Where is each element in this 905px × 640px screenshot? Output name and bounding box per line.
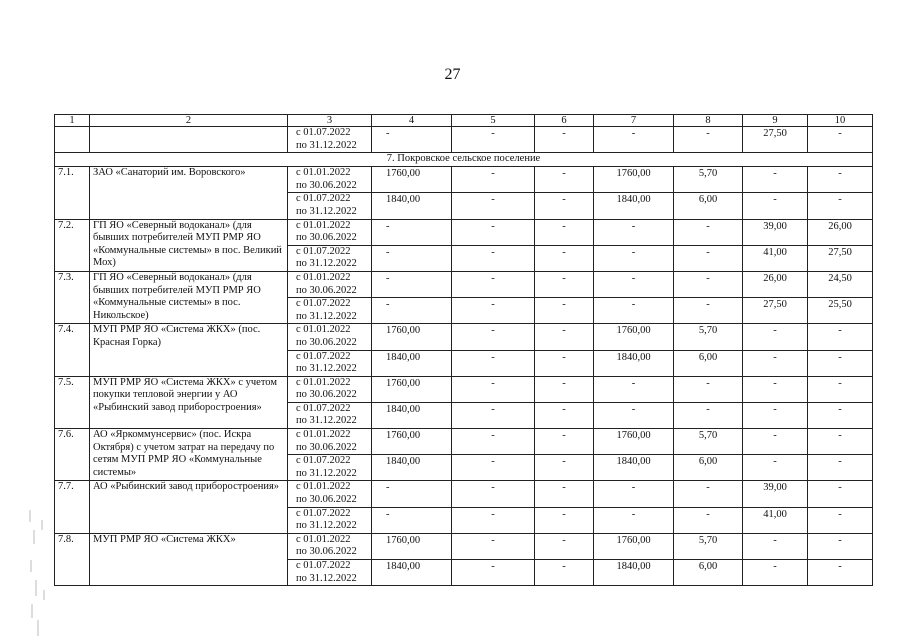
table-body (55, 115, 873, 586)
value-cell: - (594, 376, 674, 402)
value-cell: - (743, 193, 808, 219)
value-cell: - (594, 219, 674, 245)
period-cell (288, 167, 372, 193)
value-cell: - (372, 245, 452, 271)
value-cell: - (808, 376, 873, 402)
org-cell: ЗАО «Санаторий им. Воровского» (90, 167, 288, 219)
value-cell: 24,50 (808, 271, 873, 297)
value-cell: - (743, 429, 808, 455)
period-start: с 01.01.2022 (296, 429, 351, 441)
period-cell (288, 350, 372, 376)
column-header: 2 (90, 115, 288, 127)
period-end: по 30.06.2022 (296, 179, 357, 191)
period-cell (288, 324, 372, 350)
row-number-cell: 7.4. (55, 324, 90, 376)
value-cell: - (808, 350, 873, 376)
row-number-cell: 7.3. (55, 271, 90, 323)
period-start: с 01.01.2022 (296, 324, 351, 336)
value-cell: - (372, 298, 452, 324)
value-cell: 1760,00 (594, 167, 674, 193)
value-cell: - (452, 507, 535, 533)
value-cell: - (452, 533, 535, 559)
row-number-cell: 7.2. (55, 219, 90, 271)
period-start: с 01.01.2022 (296, 376, 351, 388)
period-start: с 01.01.2022 (296, 219, 351, 231)
period-start: с 01.07.2022 (296, 298, 351, 310)
value-cell: - (452, 167, 535, 193)
period-cell (288, 193, 372, 219)
value-cell: - (535, 193, 594, 219)
value-cell: - (808, 429, 873, 455)
value-cell: - (535, 560, 594, 586)
period-start: с 01.01.2022 (296, 533, 351, 545)
value-cell: - (743, 402, 808, 428)
period-start: с 01.07.2022 (296, 560, 351, 571)
value-cell: 5,70 (674, 533, 743, 559)
value-cell: 27,50 (808, 245, 873, 271)
value-cell: - (452, 429, 535, 455)
value-cell: - (808, 455, 873, 481)
value-cell: 1840,00 (372, 193, 452, 219)
period-end: по 31.12.2022 (296, 139, 357, 151)
row-number-cell: 7.5. (55, 376, 90, 428)
period-end: по 30.06.2022 (296, 284, 357, 296)
value-cell: 6,00 (674, 350, 743, 376)
value-cell: - (535, 219, 594, 245)
value-cell: - (808, 127, 873, 153)
section-row (55, 153, 873, 167)
value-cell: - (594, 127, 674, 153)
value-cell: - (674, 245, 743, 271)
value-cell: 1840,00 (594, 350, 674, 376)
column-header: 1 (55, 115, 90, 127)
value-cell: - (743, 533, 808, 559)
value-cell: 26,00 (743, 271, 808, 297)
value-cell: - (452, 481, 535, 507)
value-cell: 1760,00 (372, 167, 452, 193)
row-number-cell: 7.6. (55, 429, 90, 481)
period-start: с 01.07.2022 (296, 127, 351, 138)
value-cell: 6,00 (674, 560, 743, 586)
value-cell: - (372, 219, 452, 245)
period-cell (288, 245, 372, 271)
value-cell: 27,50 (743, 127, 808, 153)
value-cell: - (452, 271, 535, 297)
period-cell (288, 507, 372, 533)
org-cell: МУП РМР ЯО «Система ЖКХ» (90, 533, 288, 585)
table-row (55, 324, 873, 350)
row-number-cell: 7.7. (55, 481, 90, 533)
value-cell: - (743, 167, 808, 193)
period-start: с 01.07.2022 (296, 455, 351, 467)
period-cell (288, 298, 372, 324)
row-number-cell: 7.8. (55, 533, 90, 585)
value-cell: - (372, 507, 452, 533)
value-cell: - (535, 298, 594, 324)
org-cell: АО «Яркоммунсервис» (пос. Искра Октября) с учетом затрат на передачу по сетям МУП РМР ЯО «Коммунальные системы» (90, 429, 288, 481)
value-cell: 27,50 (743, 298, 808, 324)
table-row (55, 167, 873, 193)
period-start: с 01.07.2022 (296, 350, 351, 362)
period-end: по 30.06.2022 (296, 494, 357, 506)
period-end: по 31.12.2022 (296, 310, 357, 322)
column-header: 4 (372, 115, 452, 127)
value-cell: - (808, 193, 873, 219)
value-cell: - (594, 481, 674, 507)
value-cell: 1840,00 (372, 455, 452, 481)
page-number: 27 (444, 66, 461, 83)
value-cell: 41,00 (743, 507, 808, 533)
column-header: 3 (288, 115, 372, 127)
value-cell: - (594, 245, 674, 271)
value-cell: - (743, 350, 808, 376)
period-end: по 31.12.2022 (296, 363, 357, 375)
period-end: по 30.06.2022 (296, 389, 357, 401)
value-cell: - (535, 350, 594, 376)
value-cell: 5,70 (674, 324, 743, 350)
period-start: с 01.07.2022 (296, 193, 351, 205)
value-cell: - (674, 219, 743, 245)
org-cell: МУП РМР ЯО «Система ЖКХ» (пос. Красная Горка) (90, 324, 288, 376)
value-cell: - (452, 245, 535, 271)
value-cell: - (594, 402, 674, 428)
value-cell: 1760,00 (594, 324, 674, 350)
period-cell (288, 455, 372, 481)
org-cell: ГП ЯО «Северный водоканал» (для бывших потребителей МУП РМР ЯО «Коммунальные системы» в пос. Никольское) (90, 271, 288, 323)
value-cell: 25,50 (808, 298, 873, 324)
value-cell: 1760,00 (372, 533, 452, 559)
value-cell: - (452, 193, 535, 219)
value-cell: 1760,00 (372, 376, 452, 402)
value-cell: - (452, 219, 535, 245)
value-cell: - (452, 127, 535, 153)
value-cell: - (674, 298, 743, 324)
value-cell: - (535, 245, 594, 271)
column-header: 5 (452, 115, 535, 127)
value-cell: - (535, 402, 594, 428)
value-cell: 39,00 (743, 481, 808, 507)
value-cell: 1760,00 (594, 533, 674, 559)
value-cell: - (452, 402, 535, 428)
column-header: 10 (808, 115, 873, 127)
period-end: по 30.06.2022 (296, 232, 357, 244)
table-row (55, 271, 873, 297)
column-header: 7 (594, 115, 674, 127)
value-cell: - (372, 481, 452, 507)
period-end: по 30.06.2022 (296, 546, 357, 558)
value-cell: - (743, 455, 808, 481)
value-cell: - (808, 324, 873, 350)
row-number-cell: 7.1. (55, 167, 90, 219)
period-start: с 01.07.2022 (296, 402, 351, 414)
value-cell: - (372, 271, 452, 297)
value-cell: 1840,00 (372, 402, 452, 428)
value-cell: - (452, 376, 535, 402)
value-cell: - (674, 481, 743, 507)
row-number-cell (55, 127, 90, 153)
period-cell (288, 219, 372, 245)
table-row (55, 533, 873, 559)
value-cell: - (743, 324, 808, 350)
period-cell (288, 533, 372, 559)
period-cell (288, 560, 372, 586)
value-cell: - (452, 298, 535, 324)
value-cell: 6,00 (674, 455, 743, 481)
period-end: по 31.12.2022 (296, 258, 357, 270)
period-cell (288, 127, 372, 153)
column-header: 9 (743, 115, 808, 127)
value-cell: 1760,00 (372, 324, 452, 350)
value-cell: - (535, 533, 594, 559)
value-cell: 1840,00 (372, 350, 452, 376)
value-cell: 1840,00 (594, 193, 674, 219)
value-cell: - (594, 507, 674, 533)
period-start: с 01.07.2022 (296, 507, 351, 519)
value-cell: 41,00 (743, 245, 808, 271)
period-end: по 31.12.2022 (296, 572, 357, 584)
value-cell: - (743, 376, 808, 402)
section-title: 7. Покровское сельское поселение (55, 153, 873, 167)
period-cell (288, 402, 372, 428)
period-end: по 31.12.2022 (296, 415, 357, 427)
value-cell: - (535, 481, 594, 507)
value-cell: - (743, 560, 808, 586)
period-end: по 30.06.2022 (296, 336, 357, 348)
value-cell: 1840,00 (372, 560, 452, 586)
value-cell: - (535, 324, 594, 350)
period-end: по 31.12.2022 (296, 467, 357, 479)
org-cell: ГП ЯО «Северный водоканал» (для бывших потребителей МУП РМР ЯО «Коммунальные системы» в пос. Великий Мох) (90, 219, 288, 271)
column-header: 6 (535, 115, 594, 127)
period-start: с 01.01.2022 (296, 271, 351, 283)
period-end: по 30.06.2022 (296, 441, 357, 453)
value-cell: 1760,00 (372, 429, 452, 455)
value-cell: - (674, 507, 743, 533)
value-cell: - (674, 402, 743, 428)
value-cell: - (594, 298, 674, 324)
value-cell: 5,70 (674, 167, 743, 193)
value-cell: 1840,00 (594, 560, 674, 586)
value-cell: 39,00 (743, 219, 808, 245)
period-cell (288, 376, 372, 402)
period-cell (288, 429, 372, 455)
value-cell: - (674, 271, 743, 297)
value-cell: - (452, 560, 535, 586)
value-cell: - (452, 324, 535, 350)
value-cell: - (372, 127, 452, 153)
value-cell: - (535, 167, 594, 193)
header-row (55, 115, 873, 127)
org-cell: МУП РМР ЯО «Система ЖКХ» с учетом покупки тепловой энергии у АО «Рыбинский завод приборостроения» (90, 376, 288, 428)
table-row (55, 219, 873, 245)
value-cell: - (535, 376, 594, 402)
period-cell (288, 481, 372, 507)
value-cell: - (535, 127, 594, 153)
value-cell: - (674, 127, 743, 153)
org-cell: АО «Рыбинский завод приборостроения» (90, 481, 288, 533)
value-cell: - (452, 455, 535, 481)
value-cell: 1840,00 (594, 455, 674, 481)
value-cell: 6,00 (674, 193, 743, 219)
value-cell: - (535, 271, 594, 297)
period-start: с 01.01.2022 (296, 167, 351, 179)
table-row (55, 429, 873, 455)
value-cell: 26,00 (808, 219, 873, 245)
value-cell: - (535, 455, 594, 481)
table-row (55, 127, 873, 153)
scan-edge-marks (28, 500, 50, 640)
period-end: по 31.12.2022 (296, 205, 357, 217)
period-start: с 01.07.2022 (296, 245, 351, 257)
org-cell (90, 127, 288, 153)
table-row (55, 376, 873, 402)
value-cell: - (808, 560, 873, 586)
value-cell: - (808, 481, 873, 507)
value-cell: - (808, 167, 873, 193)
value-cell: - (674, 376, 743, 402)
table-row (55, 481, 873, 507)
value-cell: - (452, 350, 535, 376)
value-cell: 1760,00 (594, 429, 674, 455)
period-start: с 01.01.2022 (296, 481, 351, 493)
value-cell: - (594, 271, 674, 297)
value-cell: - (535, 429, 594, 455)
value-cell: - (808, 507, 873, 533)
period-end: по 31.12.2022 (296, 520, 357, 532)
tariff-table (54, 114, 873, 586)
value-cell: - (808, 533, 873, 559)
period-cell (288, 271, 372, 297)
column-header: 8 (674, 115, 743, 127)
value-cell: 5,70 (674, 429, 743, 455)
value-cell: - (808, 402, 873, 428)
value-cell: - (535, 507, 594, 533)
